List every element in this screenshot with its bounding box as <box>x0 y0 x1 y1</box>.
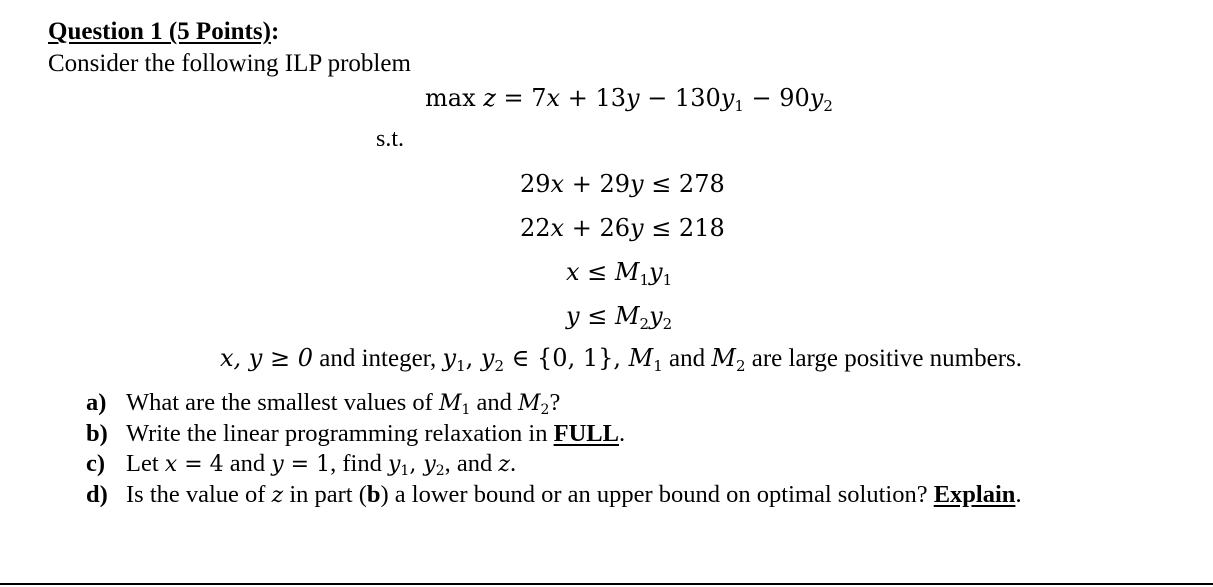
rhs: ≤ 278 <box>643 170 725 198</box>
subscript: 2 <box>435 463 445 479</box>
var-y: y <box>626 84 640 112</box>
obj-term: − 90 <box>743 84 810 112</box>
subscript: 1 <box>456 357 466 375</box>
subscript: 2 <box>823 97 833 115</box>
var-M2: M <box>518 391 541 416</box>
subscript: 1 <box>400 463 410 479</box>
constraint-3 <box>566 258 673 289</box>
leq: ≤ <box>579 258 615 286</box>
comma: , <box>465 344 481 372</box>
nonneg-vars: x, y ≥ 0 <box>220 344 313 372</box>
question-text: Write the linear programming relaxation in <box>126 420 554 447</box>
var-x: x <box>164 452 178 477</box>
subject-to-label: s.t. <box>376 126 405 152</box>
question-text: , find <box>330 450 388 477</box>
obj-term: + 13 <box>560 84 626 112</box>
subscript: 2 <box>735 357 746 375</box>
subscript: 1 <box>639 271 650 289</box>
question-letter: c) <box>86 450 106 477</box>
emphasis-full: FULL <box>553 420 619 447</box>
var-M1: M <box>628 344 654 372</box>
var-y2: y <box>480 344 495 372</box>
var-x: x <box>546 84 561 112</box>
question-d <box>86 480 1022 511</box>
question-title: Question 1 (5 Points) <box>48 18 271 45</box>
var-y2: y <box>809 84 824 112</box>
emphasis-explain: Explain <box>933 481 1016 508</box>
var-z: z <box>483 84 496 112</box>
var-z: z <box>498 452 511 477</box>
question-text: Let <box>126 450 165 477</box>
question-text: and <box>470 389 519 416</box>
constraint-4 <box>566 302 673 333</box>
coef: 22 <box>520 214 551 242</box>
bottom-divider <box>0 583 1213 585</box>
question-letter: a) <box>86 389 107 416</box>
intro-text: Consider the following ILP problem <box>48 50 411 77</box>
comma: , <box>409 452 424 477</box>
subscript: 2 <box>639 315 650 333</box>
question-text: . <box>510 450 517 477</box>
max-operator: max <box>425 84 476 112</box>
subscript: 2 <box>494 357 504 375</box>
objective-function <box>425 84 833 115</box>
var-M2: M <box>711 344 736 372</box>
question-text: What are the smallest values of <box>126 389 439 416</box>
rhs: ≤ 218 <box>643 214 725 242</box>
question-c <box>86 449 1022 480</box>
subscript: 1 <box>461 402 471 418</box>
subscript: 2 <box>662 315 673 333</box>
domain-text: and <box>662 345 712 372</box>
var-x: x <box>550 170 565 198</box>
question-text: , and <box>444 450 499 477</box>
question-letter: b) <box>86 420 108 447</box>
var-y: y <box>271 452 284 477</box>
emphasis-b: b <box>366 481 381 508</box>
var-M2: M <box>614 302 640 330</box>
var-M1: M <box>438 391 462 416</box>
leq: ≤ <box>579 302 615 330</box>
domain-text: and integer, <box>313 345 443 372</box>
var-y: y <box>630 170 644 198</box>
subscript: 2 <box>540 402 550 418</box>
subscript: 1 <box>662 271 673 289</box>
question-b <box>86 419 1022 449</box>
question-text: and <box>223 450 272 477</box>
coef: 29 <box>520 170 551 198</box>
math-eq: = 1 <box>283 452 331 477</box>
question-text: in part ( <box>283 481 367 508</box>
var-M1: M <box>614 258 640 286</box>
domain-text: are large positive numbers. <box>745 345 1023 372</box>
coef: + 26 <box>564 214 630 242</box>
coef: + 29 <box>564 170 630 198</box>
question-a <box>86 388 1022 419</box>
question-text: ) a lower bound or an upper bound on optimal solution? <box>380 481 934 508</box>
question-text: . <box>618 420 626 447</box>
question-text: ? <box>549 389 561 416</box>
math-eq: = 4 <box>177 452 224 477</box>
constraint-1 <box>520 170 725 198</box>
var-z: z <box>271 483 284 508</box>
var-x: x <box>566 258 580 286</box>
var-y1: y <box>720 84 735 112</box>
subscript: 1 <box>653 357 663 375</box>
var-y1: y <box>442 344 457 372</box>
var-y2: y <box>423 452 436 477</box>
question-text: Is the value of <box>126 481 272 508</box>
var-y: y <box>630 214 644 242</box>
binary-set: ∈ {0, 1}, <box>504 344 629 372</box>
domain-constraint <box>220 344 1022 373</box>
question-list <box>86 388 1022 511</box>
question-text: . <box>1015 481 1022 508</box>
obj-term: = 7 <box>495 84 547 112</box>
question-letter: d) <box>86 481 108 508</box>
var-x: x <box>550 214 565 242</box>
question-heading <box>48 18 279 46</box>
constraint-2 <box>520 214 725 242</box>
obj-term: − 130 <box>639 84 721 112</box>
var-y: y <box>566 302 580 330</box>
var-y1: y <box>649 258 663 286</box>
subscript: 1 <box>734 97 744 115</box>
var-y1: y <box>387 452 401 477</box>
var-y2: y <box>649 302 663 330</box>
heading-colon: : <box>270 18 280 45</box>
